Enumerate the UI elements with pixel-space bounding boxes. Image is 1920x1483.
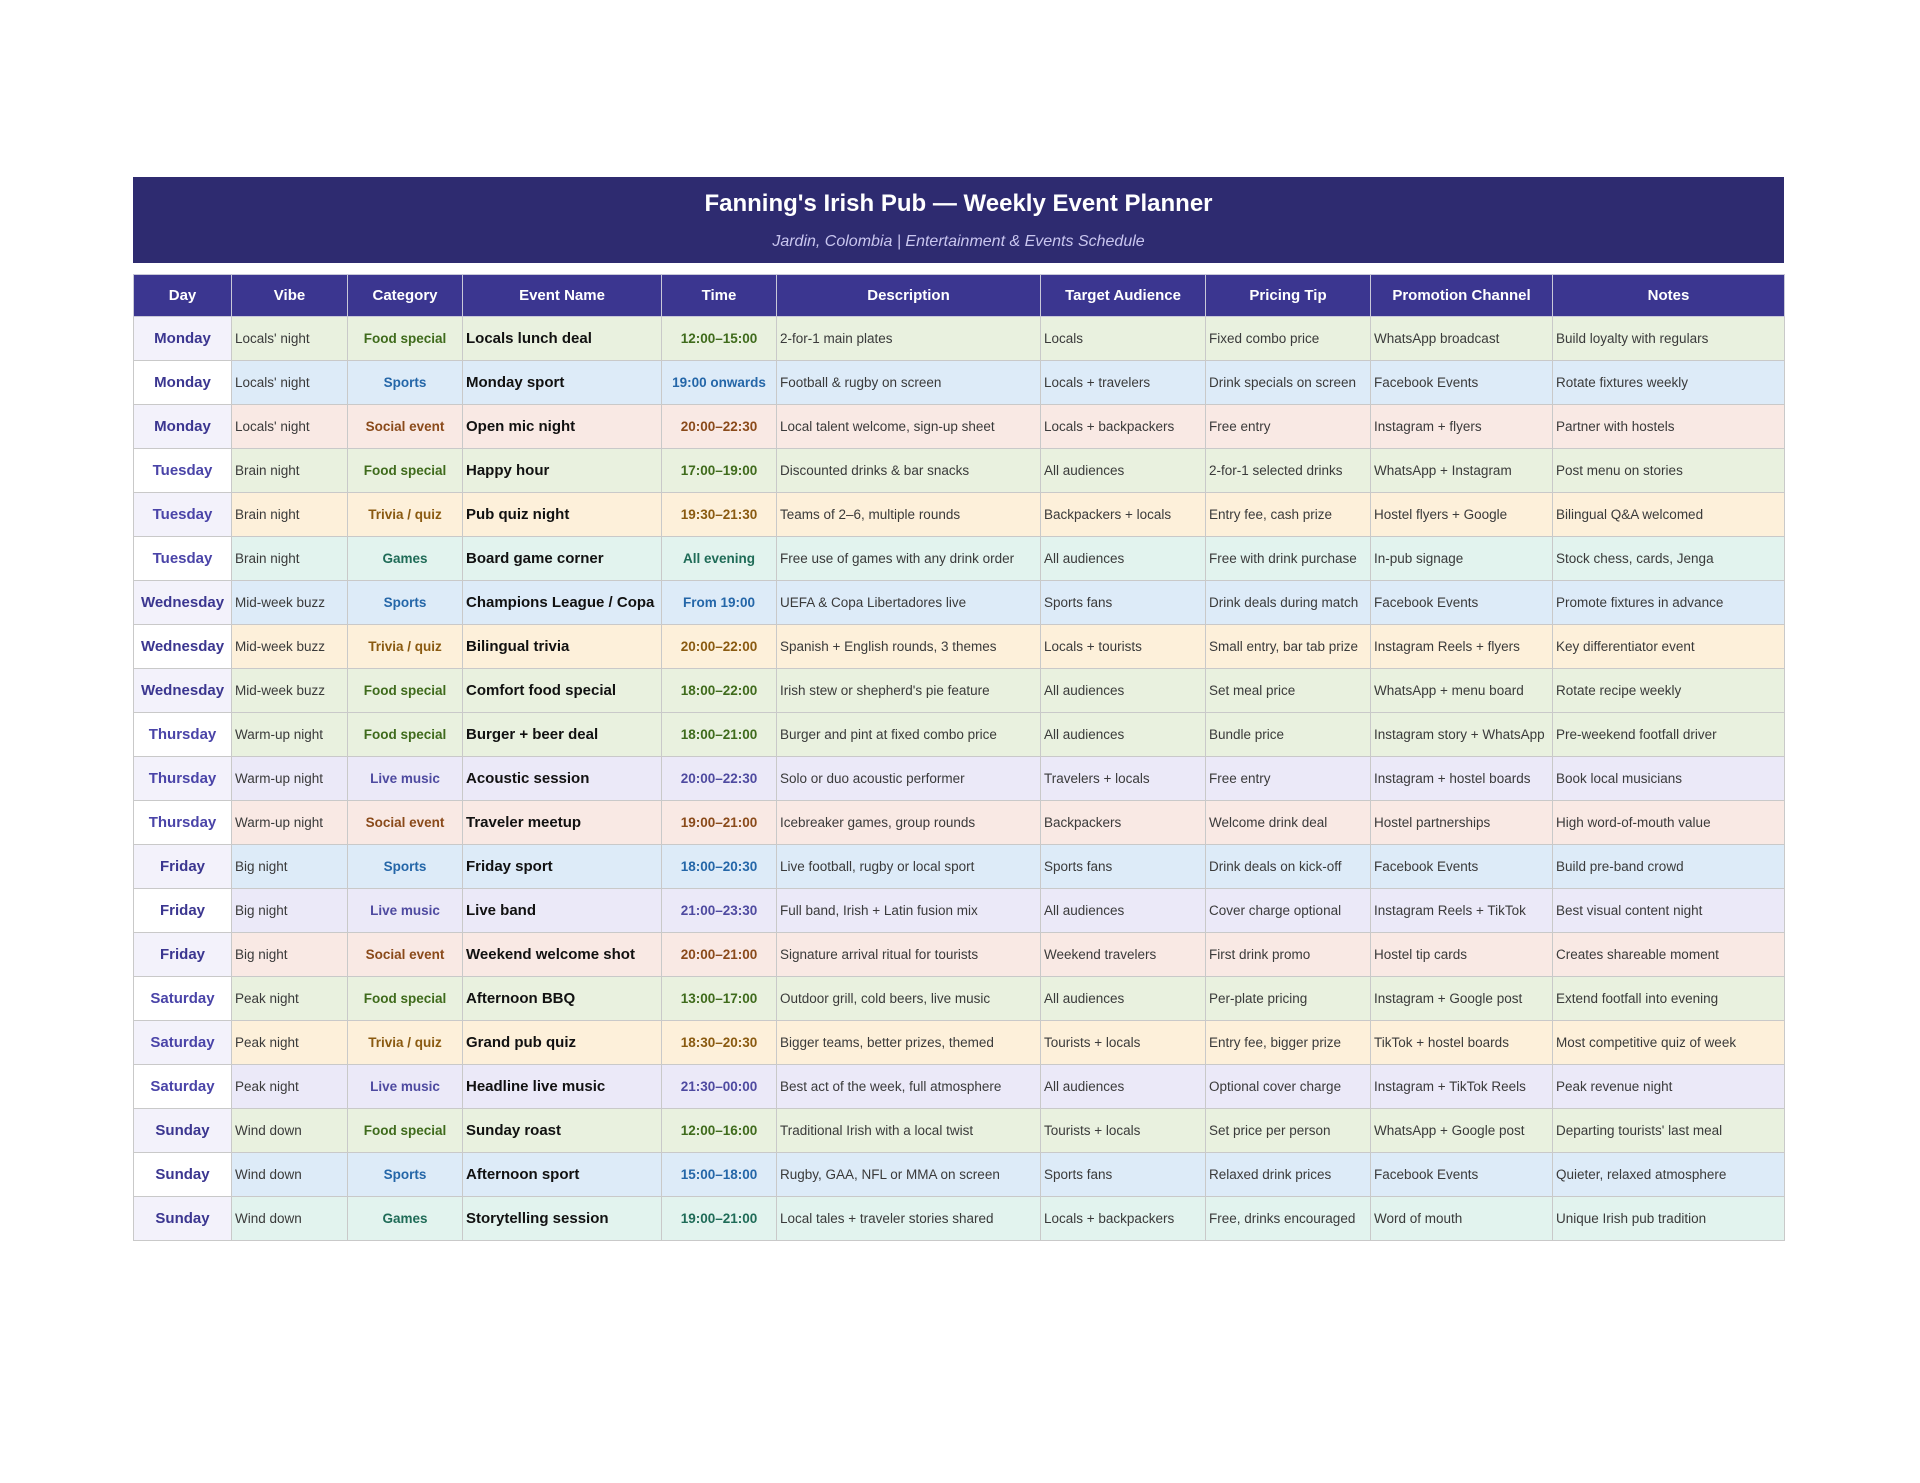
day-cell[interactable]: Monday [134,405,232,449]
time-cell[interactable]: 15:00–18:00 [662,1153,777,1197]
target-audience-cell[interactable]: Backpackers [1041,801,1206,845]
target-audience-cell[interactable]: Tourists + locals [1041,1021,1206,1065]
category-cell[interactable]: Sports [348,1153,463,1197]
event-name-cell[interactable]: Afternoon sport [463,1153,662,1197]
description-cell[interactable]: Full band, Irish + Latin fusion mix [777,889,1041,933]
table-body [134,317,1785,1241]
column-header-description[interactable]: Description [777,275,1041,317]
vibe-cell[interactable]: Wind down [232,1197,348,1241]
target-audience-cell[interactable]: Locals + backpackers [1041,1197,1206,1241]
promotion-channel-cell[interactable]: In-pub signage [1371,537,1553,581]
time-cell[interactable]: 19:30–21:30 [662,493,777,537]
target-audience-cell[interactable]: Sports fans [1041,581,1206,625]
event-name-cell[interactable]: Open mic night [463,405,662,449]
table-row[interactable] [134,449,1785,493]
description-cell[interactable]: Live football, rugby or local sport [777,845,1041,889]
table-row[interactable] [134,493,1785,537]
promotion-channel-cell[interactable]: WhatsApp + Google post [1371,1109,1553,1153]
vibe-cell[interactable]: Mid-week buzz [232,581,348,625]
category-cell[interactable]: Food special [348,449,463,493]
time-cell[interactable]: 21:00–23:30 [662,889,777,933]
time-cell[interactable]: 20:00–22:30 [662,405,777,449]
banner-gap [133,263,1784,274]
event-name-cell[interactable]: Acoustic session [463,757,662,801]
pricing-tip-cell[interactable]: Relaxed drink prices [1206,1153,1371,1197]
category-cell[interactable]: Games [348,1197,463,1241]
day-cell[interactable]: Friday [134,889,232,933]
notes-cell[interactable]: Post menu on stories [1553,449,1785,493]
event-name-cell[interactable]: Happy hour [463,449,662,493]
day-cell[interactable]: Wednesday [134,625,232,669]
category-cell[interactable]: Food special [348,669,463,713]
event-name-cell[interactable]: Afternoon BBQ [463,977,662,1021]
day-cell[interactable]: Wednesday [134,581,232,625]
target-audience-cell[interactable]: Travelers + locals [1041,757,1206,801]
pricing-tip-cell[interactable]: Set price per person [1206,1109,1371,1153]
category-cell[interactable]: Sports [348,581,463,625]
category-cell[interactable]: Food special [348,317,463,361]
event-name-cell[interactable]: Traveler meetup [463,801,662,845]
pricing-tip-cell[interactable]: Per-plate pricing [1206,977,1371,1021]
target-audience-cell[interactable]: Locals [1041,317,1206,361]
page-subtitle: Jardin, Colombia | Entertainment & Events Schedule [772,233,1145,250]
target-audience-cell[interactable]: All audiences [1041,977,1206,1021]
description-cell[interactable]: Outdoor grill, cold beers, live music [777,977,1041,1021]
table-row[interactable] [134,757,1785,801]
table-row[interactable] [134,1065,1785,1109]
description-cell[interactable]: Local talent welcome, sign-up sheet [777,405,1041,449]
day-cell[interactable]: Saturday [134,977,232,1021]
description-cell[interactable]: Signature arrival ritual for tourists [777,933,1041,977]
day-cell[interactable]: Monday [134,317,232,361]
header-row [134,275,1785,317]
time-cell[interactable]: 19:00–21:00 [662,801,777,845]
promotion-channel-cell[interactable]: Hostel partnerships [1371,801,1553,845]
notes-cell[interactable]: Build loyalty with regulars [1553,317,1785,361]
table-row[interactable] [134,933,1785,977]
promotion-channel-cell[interactable]: Instagram + hostel boards [1371,757,1553,801]
promotion-channel-cell[interactable]: Facebook Events [1371,581,1553,625]
description-cell[interactable]: Burger and pint at fixed combo price [777,713,1041,757]
target-audience-cell[interactable]: All audiences [1041,889,1206,933]
notes-cell[interactable]: Build pre-band crowd [1553,845,1785,889]
vibe-cell[interactable]: Warm-up night [232,757,348,801]
notes-cell[interactable]: Promote fixtures in advance [1553,581,1785,625]
day-cell[interactable]: Tuesday [134,493,232,537]
day-cell[interactable]: Saturday [134,1021,232,1065]
event-name-cell[interactable]: Live band [463,889,662,933]
promotion-channel-cell[interactable]: WhatsApp + menu board [1371,669,1553,713]
category-cell[interactable]: Live music [348,757,463,801]
description-cell[interactable]: Discounted drinks & bar snacks [777,449,1041,493]
event-name-cell[interactable]: Storytelling session [463,1197,662,1241]
category-cell[interactable]: Social event [348,801,463,845]
day-cell[interactable]: Thursday [134,757,232,801]
promotion-channel-cell[interactable]: Instagram Reels + TikTok [1371,889,1553,933]
category-cell[interactable]: Sports [348,361,463,405]
pricing-tip-cell[interactable]: Entry fee, cash prize [1206,493,1371,537]
table-row[interactable] [134,845,1785,889]
description-cell[interactable]: 2-for-1 main plates [777,317,1041,361]
target-audience-cell[interactable]: All audiences [1041,669,1206,713]
day-cell[interactable]: Monday [134,361,232,405]
table-row[interactable] [134,625,1785,669]
event-name-cell[interactable]: Friday sport [463,845,662,889]
event-planner-sheet [133,177,1784,1241]
notes-cell[interactable]: Creates shareable moment [1553,933,1785,977]
time-cell[interactable]: 18:30–20:30 [662,1021,777,1065]
notes-cell[interactable]: Departing tourists' last meal [1553,1109,1785,1153]
pricing-tip-cell[interactable]: 2-for-1 selected drinks [1206,449,1371,493]
category-cell[interactable]: Social event [348,405,463,449]
description-cell[interactable]: Local tales + traveler stories shared [777,1197,1041,1241]
time-cell[interactable]: 21:30–00:00 [662,1065,777,1109]
notes-cell[interactable]: Bilingual Q&A welcomed [1553,493,1785,537]
target-audience-cell[interactable]: All audiences [1041,537,1206,581]
event-name-cell[interactable]: Champions League / Copa [463,581,662,625]
column-header-day[interactable]: Day [134,275,232,317]
day-cell[interactable]: Sunday [134,1153,232,1197]
event-name-cell[interactable]: Sunday roast [463,1109,662,1153]
day-cell[interactable]: Tuesday [134,449,232,493]
table-row[interactable] [134,713,1785,757]
day-cell[interactable]: Friday [134,845,232,889]
pricing-tip-cell[interactable]: Free with drink purchase [1206,537,1371,581]
event-name-cell[interactable]: Bilingual trivia [463,625,662,669]
vibe-cell[interactable]: Wind down [232,1153,348,1197]
vibe-cell[interactable]: Mid-week buzz [232,669,348,713]
notes-cell[interactable]: Most competitive quiz of week [1553,1021,1785,1065]
event-name-cell[interactable]: Pub quiz night [463,493,662,537]
vibe-cell[interactable]: Peak night [232,977,348,1021]
pricing-tip-cell[interactable]: Small entry, bar tab prize [1206,625,1371,669]
day-cell[interactable]: Tuesday [134,537,232,581]
notes-cell[interactable]: Rotate recipe weekly [1553,669,1785,713]
vibe-cell[interactable]: Locals' night [232,317,348,361]
day-cell[interactable]: Saturday [134,1065,232,1109]
category-cell[interactable]: Sports [348,845,463,889]
event-name-cell[interactable]: Grand pub quiz [463,1021,662,1065]
pricing-tip-cell[interactable]: Free entry [1206,757,1371,801]
event-name-cell[interactable]: Monday sport [463,361,662,405]
description-cell[interactable]: Solo or duo acoustic performer [777,757,1041,801]
table-row[interactable] [134,537,1785,581]
pricing-tip-cell[interactable]: Entry fee, bigger prize [1206,1021,1371,1065]
pricing-tip-cell[interactable]: Drink deals on kick-off [1206,845,1371,889]
promotion-channel-cell[interactable]: Facebook Events [1371,1153,1553,1197]
target-audience-cell[interactable]: Weekend travelers [1041,933,1206,977]
category-cell[interactable]: Food special [348,1109,463,1153]
table-row[interactable] [134,889,1785,933]
vibe-cell[interactable]: Wind down [232,1109,348,1153]
event-name-cell[interactable]: Weekend welcome shot [463,933,662,977]
day-cell[interactable]: Thursday [134,713,232,757]
vibe-cell[interactable]: Locals' night [232,405,348,449]
time-cell[interactable]: 20:00–22:30 [662,757,777,801]
notes-cell[interactable]: Key differentiator event [1553,625,1785,669]
target-audience-cell[interactable]: All audiences [1041,713,1206,757]
category-cell[interactable]: Social event [348,933,463,977]
target-audience-cell[interactable]: Backpackers + locals [1041,493,1206,537]
promotion-channel-cell[interactable]: WhatsApp + Instagram [1371,449,1553,493]
category-cell[interactable]: Food special [348,977,463,1021]
day-cell[interactable]: Friday [134,933,232,977]
event-name-cell[interactable]: Headline live music [463,1065,662,1109]
notes-cell[interactable]: Extend footfall into evening [1553,977,1785,1021]
time-cell[interactable]: 17:00–19:00 [662,449,777,493]
pricing-tip-cell[interactable]: Welcome drink deal [1206,801,1371,845]
time-cell[interactable]: From 19:00 [662,581,777,625]
time-cell[interactable]: 20:00–22:00 [662,625,777,669]
day-cell[interactable]: Sunday [134,1197,232,1241]
promotion-channel-cell[interactable]: Hostel flyers + Google [1371,493,1553,537]
table-row[interactable] [134,801,1785,845]
vibe-cell[interactable]: Big night [232,933,348,977]
day-cell[interactable]: Sunday [134,1109,232,1153]
target-audience-cell[interactable]: Tourists + locals [1041,1109,1206,1153]
time-cell[interactable]: All evening [662,537,777,581]
table-row[interactable] [134,977,1785,1021]
pricing-tip-cell[interactable]: Fixed combo price [1206,317,1371,361]
column-header-vibe[interactable]: Vibe [232,275,348,317]
notes-cell[interactable]: High word-of-mouth value [1553,801,1785,845]
time-cell[interactable]: 20:00–21:00 [662,933,777,977]
notes-cell[interactable]: Stock chess, cards, Jenga [1553,537,1785,581]
column-header-category[interactable]: Category [348,275,463,317]
category-cell[interactable]: Games [348,537,463,581]
pricing-tip-cell[interactable]: Drink deals during match [1206,581,1371,625]
promotion-channel-cell[interactable]: Instagram + TikTok Reels [1371,1065,1553,1109]
column-header-notes[interactable]: Notes [1553,275,1785,317]
vibe-cell[interactable]: Big night [232,889,348,933]
time-cell[interactable]: 12:00–16:00 [662,1109,777,1153]
category-cell[interactable]: Trivia / quiz [348,1021,463,1065]
category-cell[interactable]: Food special [348,713,463,757]
table-row[interactable] [134,361,1785,405]
vibe-cell[interactable]: Mid-week buzz [232,625,348,669]
description-cell[interactable]: Rugby, GAA, NFL or MMA on screen [777,1153,1041,1197]
table-row[interactable] [134,1021,1785,1065]
promotion-channel-cell[interactable]: Instagram + flyers [1371,405,1553,449]
promotion-channel-cell[interactable]: Word of mouth [1371,1197,1553,1241]
column-header-event-name[interactable]: Event Name [463,275,662,317]
pricing-tip-cell[interactable]: Cover charge optional [1206,889,1371,933]
vibe-cell[interactable]: Peak night [232,1021,348,1065]
time-cell[interactable]: 18:00–20:30 [662,845,777,889]
description-cell[interactable]: Irish stew or shepherd's pie feature [777,669,1041,713]
description-cell[interactable]: Icebreaker games, group rounds [777,801,1041,845]
event-table [133,274,1785,1241]
promotion-channel-cell[interactable]: Facebook Events [1371,361,1553,405]
time-cell[interactable]: 13:00–17:00 [662,977,777,1021]
description-cell[interactable]: Teams of 2–6, multiple rounds [777,493,1041,537]
description-cell[interactable]: Football & rugby on screen [777,361,1041,405]
target-audience-cell[interactable]: Locals + travelers [1041,361,1206,405]
day-cell[interactable]: Wednesday [134,669,232,713]
description-cell[interactable]: Traditional Irish with a local twist [777,1109,1041,1153]
target-audience-cell[interactable]: All audiences [1041,1065,1206,1109]
title-banner [133,177,1784,263]
vibe-cell[interactable]: Brain night [232,537,348,581]
target-audience-cell[interactable]: Sports fans [1041,845,1206,889]
promotion-channel-cell[interactable]: Instagram + Google post [1371,977,1553,1021]
notes-cell[interactable]: Quieter, relaxed atmosphere [1553,1153,1785,1197]
vibe-cell[interactable]: Warm-up night [232,801,348,845]
pricing-tip-cell[interactable]: First drink promo [1206,933,1371,977]
promotion-channel-cell[interactable]: Instagram Reels + flyers [1371,625,1553,669]
event-name-cell[interactable]: Burger + beer deal [463,713,662,757]
column-header-pricing-tip[interactable]: Pricing Tip [1206,275,1371,317]
pricing-tip-cell[interactable]: Free entry [1206,405,1371,449]
vibe-cell[interactable]: Brain night [232,449,348,493]
table-row[interactable] [134,317,1785,361]
column-header-target-audience[interactable]: Target Audience [1041,275,1206,317]
time-cell[interactable]: 19:00 onwards [662,361,777,405]
table-row[interactable] [134,405,1785,449]
target-audience-cell[interactable]: Locals + backpackers [1041,405,1206,449]
notes-cell[interactable]: Partner with hostels [1553,405,1785,449]
notes-cell[interactable]: Unique Irish pub tradition [1553,1197,1785,1241]
category-cell[interactable]: Trivia / quiz [348,625,463,669]
description-cell[interactable]: Best act of the week, full atmosphere [777,1065,1041,1109]
category-cell[interactable]: Live music [348,889,463,933]
table-row[interactable] [134,581,1785,625]
pricing-tip-cell[interactable]: Free, drinks encouraged [1206,1197,1371,1241]
table-row[interactable] [134,669,1785,713]
vibe-cell[interactable]: Brain night [232,493,348,537]
description-cell[interactable]: UEFA & Copa Libertadores live [777,581,1041,625]
notes-cell[interactable]: Best visual content night [1553,889,1785,933]
pricing-tip-cell[interactable]: Set meal price [1206,669,1371,713]
notes-cell[interactable]: Peak revenue night [1553,1065,1785,1109]
notes-cell[interactable]: Pre-weekend footfall driver [1553,713,1785,757]
description-cell[interactable]: Free use of games with any drink order [777,537,1041,581]
category-cell[interactable]: Live music [348,1065,463,1109]
target-audience-cell[interactable]: Locals + tourists [1041,625,1206,669]
notes-cell[interactable]: Rotate fixtures weekly [1553,361,1785,405]
table-row[interactable] [134,1197,1785,1241]
time-cell[interactable]: 19:00–21:00 [662,1197,777,1241]
pricing-tip-cell[interactable]: Optional cover charge [1206,1065,1371,1109]
vibe-cell[interactable]: Warm-up night [232,713,348,757]
vibe-cell[interactable]: Big night [232,845,348,889]
event-name-cell[interactable]: Locals lunch deal [463,317,662,361]
category-cell[interactable]: Trivia / quiz [348,493,463,537]
promotion-channel-cell[interactable]: Hostel tip cards [1371,933,1553,977]
event-name-cell[interactable]: Board game corner [463,537,662,581]
event-name-cell[interactable]: Comfort food special [463,669,662,713]
vibe-cell[interactable]: Locals' night [232,361,348,405]
promotion-channel-cell[interactable]: WhatsApp broadcast [1371,317,1553,361]
promotion-channel-cell[interactable]: Facebook Events [1371,845,1553,889]
table-row[interactable] [134,1153,1785,1197]
description-cell[interactable]: Spanish + English rounds, 3 themes [777,625,1041,669]
column-header-time[interactable]: Time [662,275,777,317]
promotion-channel-cell[interactable]: TikTok + hostel boards [1371,1021,1553,1065]
day-cell[interactable]: Thursday [134,801,232,845]
vibe-cell[interactable]: Peak night [232,1065,348,1109]
time-cell[interactable]: 12:00–15:00 [662,317,777,361]
target-audience-cell[interactable]: Sports fans [1041,1153,1206,1197]
time-cell[interactable]: 18:00–22:00 [662,669,777,713]
page-title: Fanning's Irish Pub — Weekly Event Planner [704,190,1213,217]
notes-cell[interactable]: Book local musicians [1553,757,1785,801]
pricing-tip-cell[interactable]: Drink specials on screen [1206,361,1371,405]
time-cell[interactable]: 18:00–21:00 [662,713,777,757]
column-header-promotion-channel[interactable]: Promotion Channel [1371,275,1553,317]
description-cell[interactable]: Bigger teams, better prizes, themed [777,1021,1041,1065]
target-audience-cell[interactable]: All audiences [1041,449,1206,493]
table-row[interactable] [134,1109,1785,1153]
promotion-channel-cell[interactable]: Instagram story + WhatsApp [1371,713,1553,757]
pricing-tip-cell[interactable]: Bundle price [1206,713,1371,757]
